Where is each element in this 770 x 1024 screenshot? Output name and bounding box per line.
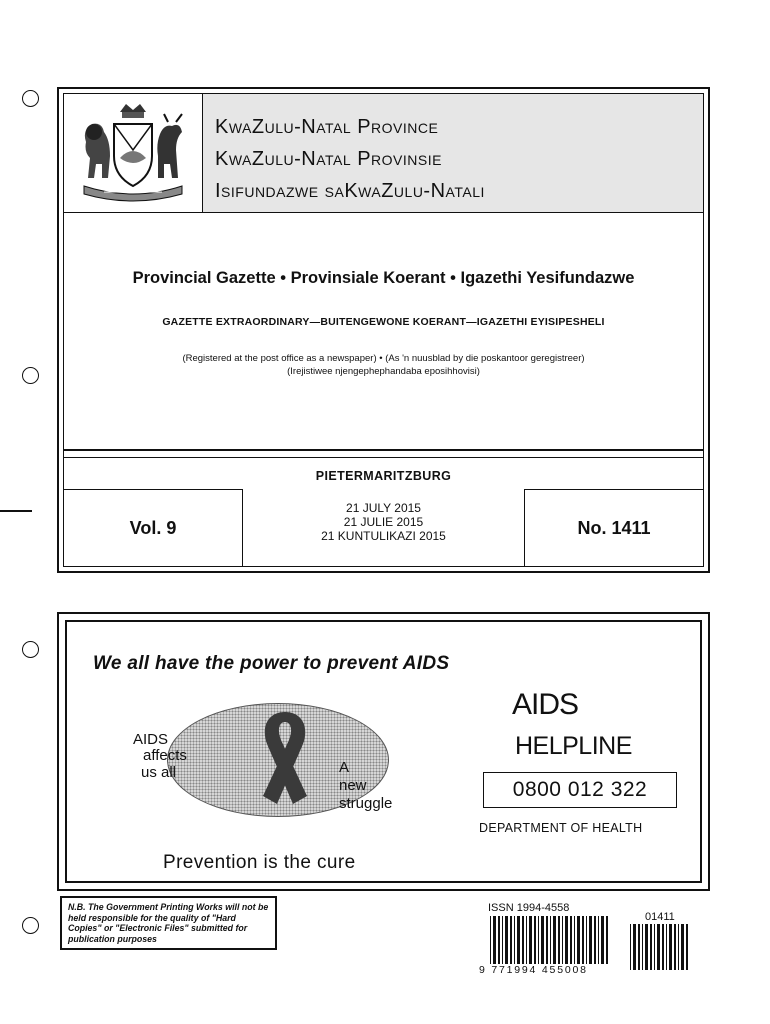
gazette-header	[57, 87, 710, 573]
province-name-afrikaans: KwaZulu-Natal Provinsie	[215, 148, 442, 170]
punch-hole	[22, 367, 39, 384]
helpline-title: HELPLINE	[515, 732, 632, 760]
issue-barcode-icon	[630, 924, 692, 970]
kzn-coat-of-arms-icon	[64, 94, 202, 212]
crest-cell	[64, 94, 203, 213]
ad-right-text-line: A	[339, 759, 350, 776]
date-english: 21 JULY 2015	[346, 501, 421, 515]
volume-number: Vol. 9	[129, 518, 177, 538]
awareness-ribbon-icon	[245, 708, 325, 808]
volume-box	[64, 489, 243, 566]
city-name: PIETERMARITZBURG	[315, 469, 452, 483]
ad-left-text-line: us all	[141, 764, 177, 781]
province-name-zulu: Isifundazwe saKwaZulu-Natali	[215, 180, 485, 202]
ad-left-text-line: AIDS	[133, 731, 169, 748]
registration-note: (Registered at the post office as a newspaper) • (As 'n nuusblad by die poskantoor geregistreer)	[182, 353, 585, 364]
issn-label: ISSN 1994-4558	[488, 902, 570, 914]
aids-advert	[57, 612, 710, 891]
ad-left-text-line: affects	[143, 747, 187, 764]
barcode-digits: 9 771994 455008	[479, 964, 588, 976]
issue-number-box	[524, 489, 703, 566]
gazette-subtitle: GAZETTE EXTRAORDINARY—BUITENGEWONE KOERANT—IGAZETHI EYISIPESHELI	[162, 316, 605, 328]
barcode-icon	[490, 916, 612, 964]
gazette-header-inner	[63, 93, 704, 567]
department-name: DEPARTMENT OF HEALTH	[479, 821, 643, 835]
disclaimer-box: N.B. The Government Printing Works will not be held responsible for the quality of "Hard Copies" or "Electronic Files" submitted for publication purposes	[60, 896, 277, 950]
ad-right-text-line: struggle	[339, 795, 393, 812]
fold-mark	[0, 510, 32, 512]
divider	[64, 449, 703, 458]
aids-advert-inner	[65, 620, 702, 883]
date-afrikaans: 21 JULIE 2015	[343, 515, 424, 529]
punch-hole	[22, 90, 39, 107]
issue-number: No. 1411	[577, 518, 651, 538]
issue-code-label: 01411	[645, 911, 675, 923]
province-names-panel	[203, 94, 703, 213]
ad-right-text-line: new	[339, 777, 367, 794]
prevention-slogan: Prevention is the cure	[163, 852, 356, 873]
date-zulu: 21 KUNTULIKAZI 2015	[321, 529, 446, 543]
aids-title: AIDS	[512, 688, 579, 721]
gazette-title: Provincial Gazette • Provinsiale Koerant • Igazethi Yesifundazwe	[132, 269, 635, 287]
punch-hole	[22, 917, 39, 934]
punch-hole	[22, 641, 39, 658]
ad-headline: We all have the power to prevent AIDS	[93, 653, 450, 674]
registration-note-zulu: (Irejistiwee njengephephandaba eposihhovisi)	[287, 366, 480, 377]
helpline-phone-number: 0800 012 322	[483, 772, 677, 808]
province-name-english: KwaZulu-Natal Province	[215, 116, 439, 138]
